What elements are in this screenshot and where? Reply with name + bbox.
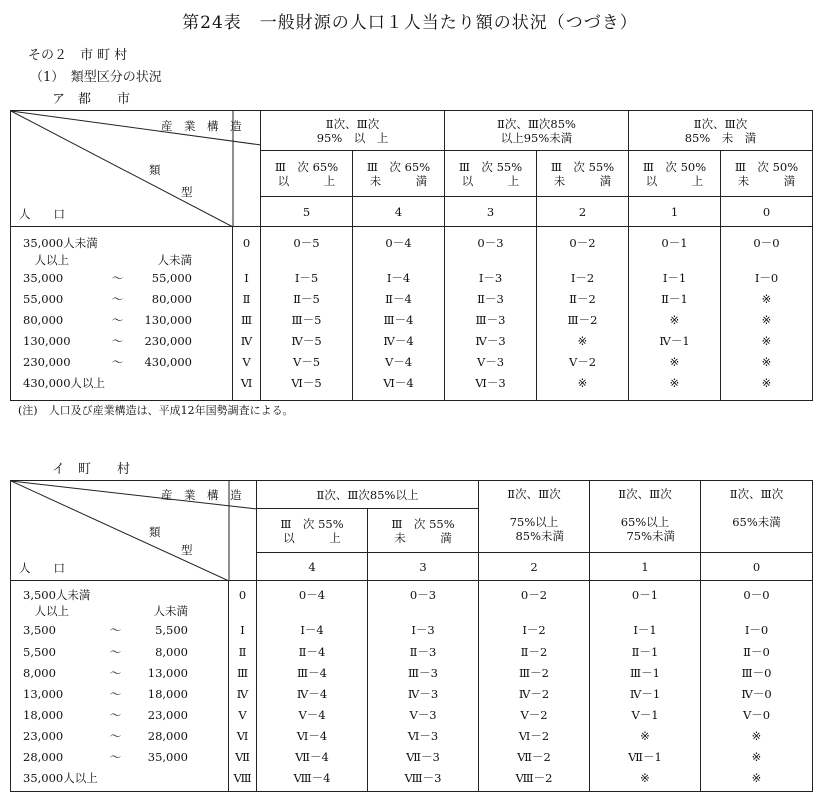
population-range [11, 618, 228, 642]
population-to: 人未満 [157, 253, 192, 267]
type-code-cell: Ⅱ－1 [661, 292, 688, 306]
type-code-cell [445, 253, 536, 267]
population-sep [98, 233, 132, 253]
population-sep: ～ [111, 355, 124, 369]
population-range [11, 747, 228, 768]
type-code-cell: ※ [640, 771, 650, 785]
population-from: 3,500人未満 [23, 588, 91, 602]
type-code-cell: 0－0 [753, 236, 780, 250]
type-roman: Ⅰ [240, 623, 245, 637]
choson-subheader: Ⅲ 次 55% 未 満 [368, 509, 479, 553]
type-code-cell: Ⅴ－3 [409, 708, 437, 722]
type-code-cell: Ⅶ－4 [295, 750, 329, 764]
population-from: 8,000 [23, 666, 56, 680]
type-code-cell: Ⅵ－4 [383, 376, 414, 390]
corner-industry-label: 産 業 構 造 [161, 488, 242, 502]
population-to: 23,000 [147, 708, 188, 722]
toshi-subheader: Ⅲ 次 55% 未 満 [537, 151, 629, 197]
type-code-cell: Ⅰ－4 [300, 623, 324, 637]
type-roman: Ⅲ [240, 313, 253, 327]
population-to: 230,000 [144, 334, 192, 348]
type-code-cell: 0－1 [661, 236, 688, 250]
population-to [132, 233, 232, 253]
population-sep: ～ [111, 334, 124, 348]
toshi-subheader: Ⅲ 次 65% 未 満 [353, 151, 445, 197]
type-code-cell: 0－4 [298, 588, 326, 602]
population-from: 130,000 [23, 334, 71, 348]
type-code-cell: Ⅱ－4 [298, 645, 326, 659]
type-roman: Ⅱ [238, 645, 247, 659]
toshi-col [629, 227, 721, 401]
type-code-cell: Ⅴ－1 [631, 708, 659, 722]
type-code-cell: Ⅱ－0 [743, 645, 770, 659]
toshi-group-header: Ⅱ次、Ⅲ次85% 以上95%未満 [445, 111, 629, 151]
type-code-cell: ※ [751, 750, 762, 764]
population-from: 55,000 [23, 292, 64, 306]
type-code-cell: ※ [751, 729, 762, 743]
type-roman: Ⅲ [236, 666, 249, 680]
choson-corner-cell [11, 481, 257, 581]
type-code-cell: Ⅴ－2 [568, 355, 597, 369]
population-from: 35,000人未満 [23, 236, 98, 250]
type-code-cell: Ⅰ－3 [478, 271, 503, 285]
population-to: 35,000 [147, 750, 188, 764]
type-code-cell: 0－2 [520, 588, 548, 602]
type-code-cell: Ⅲ－3 [475, 313, 506, 327]
toshi-code: 4 [353, 197, 445, 227]
choson-subheader: Ⅲ 次 55% 以 上 [257, 509, 368, 553]
choson-group-header: Ⅱ次、Ⅲ次85%以上 [257, 481, 479, 509]
choson-table [10, 480, 813, 792]
population-range [11, 768, 228, 789]
population-range [11, 705, 228, 726]
type-code-cell: 0－1 [631, 588, 659, 602]
population-sep [90, 586, 128, 604]
population-sep [105, 373, 132, 394]
population-from: 28,000 [23, 750, 64, 764]
choson-code: 2 [479, 553, 590, 581]
type-code-cell [353, 253, 444, 267]
type-roman: Ⅳ [236, 687, 249, 701]
type-code-cell: ※ [761, 334, 772, 348]
type-code-cell [537, 253, 628, 267]
population-to: 8,000 [155, 645, 188, 659]
type-roman: 0 [238, 588, 247, 602]
type-code-cell: 0－5 [293, 236, 320, 250]
type-code-cell: Ⅲ－1 [630, 666, 660, 680]
population-from: 人以上 [23, 253, 69, 267]
type-code-cell: Ⅳ－1 [629, 687, 661, 701]
type-code-cell [701, 604, 812, 618]
type-code-cell: Ⅳ－1 [659, 334, 690, 348]
type-code-cell: Ⅱ－5 [293, 292, 320, 306]
type-code-cell: Ⅴ－4 [384, 355, 413, 369]
type-code-cell: Ⅵ－5 [291, 376, 322, 390]
population-to [128, 768, 228, 789]
population-from: 18,000 [23, 708, 64, 722]
type-code-cell: Ⅲ－0 [741, 666, 772, 680]
toshi-col [353, 227, 445, 401]
choson-col [590, 581, 701, 792]
type-code-cell [261, 253, 352, 267]
choson-group-header: Ⅱ次、Ⅲ次 75%以上 85%未満 [479, 481, 590, 553]
population-sep: ～ [111, 271, 124, 285]
toshi-col [261, 227, 353, 401]
population-from: 35,000人以上 [23, 771, 98, 785]
type-code-cell: Ⅶ－1 [628, 750, 662, 764]
toshi-code: 5 [261, 197, 353, 227]
type-code-cell: ※ [669, 376, 680, 390]
population-range [11, 233, 232, 253]
type-code-cell: Ⅰ－1 [662, 271, 687, 285]
type-code-cell: Ⅴ－4 [298, 708, 326, 722]
type-code-cell: Ⅱ－2 [520, 645, 548, 659]
type-code-cell: ※ [577, 376, 588, 390]
type-code-cell: Ⅷ－4 [293, 771, 331, 785]
population-sep: ～ [111, 292, 124, 306]
type-code-cell: ※ [761, 313, 772, 327]
type-code-cell: Ⅶ－2 [517, 750, 551, 764]
population-from: 230,000 [23, 355, 71, 369]
type-code-cell [479, 604, 589, 618]
population-range [11, 267, 232, 289]
toshi-col [445, 227, 537, 401]
corner-type-label-2: 型 [181, 543, 193, 557]
type-code-cell: Ⅳ－4 [383, 334, 414, 348]
type-roman: 0 [242, 236, 251, 250]
population-from: 430,000人以上 [23, 376, 106, 390]
population-sep [103, 253, 132, 267]
type-roman: Ⅵ [236, 729, 249, 743]
population-to: 人未満 [153, 604, 188, 618]
choson-group-header: Ⅱ次、Ⅲ次 65%未満 [701, 481, 813, 553]
toshi-table [10, 110, 813, 401]
choson-code: 3 [368, 553, 479, 581]
type-code-cell [629, 253, 720, 267]
type-roman: Ⅱ [242, 292, 251, 306]
choson-group-header: Ⅱ次、Ⅲ次 65%以上 75%未満 [590, 481, 701, 553]
type-code-cell: Ⅰ－5 [294, 271, 319, 285]
population-to [128, 586, 228, 604]
population-from: 23,000 [23, 729, 64, 743]
type-code-cell [590, 604, 700, 618]
toshi-col [537, 227, 629, 401]
population-range [11, 726, 228, 747]
population-to: 18,000 [147, 687, 188, 701]
toshi-roman-column [233, 227, 261, 401]
type-code-cell: Ⅴ－5 [292, 355, 321, 369]
footnote: (注) 人口及び産業構造は、平成12年国勢調査による。 [18, 404, 294, 417]
toshi-col [721, 227, 813, 401]
type-code-cell: ※ [577, 334, 588, 348]
type-code-cell: Ⅳ－3 [407, 687, 439, 701]
choson-pop-column [11, 581, 229, 792]
type-code-cell: 0－0 [743, 588, 770, 602]
toshi-code: 2 [537, 197, 629, 227]
type-code-cell: Ⅰ－1 [633, 623, 657, 637]
type-code-cell: Ⅱ－1 [631, 645, 659, 659]
type-code-cell: Ⅵ－4 [296, 729, 328, 743]
population-to: 55,000 [151, 271, 192, 285]
toshi-code: 0 [721, 197, 813, 227]
population-range [11, 310, 232, 331]
type-code-cell: Ⅰ－3 [411, 623, 435, 637]
type-code-cell: Ⅵ－3 [475, 376, 506, 390]
population-from: 13,000 [23, 687, 64, 701]
population-range [11, 604, 228, 618]
corner-type-label-1: 類 [149, 525, 161, 539]
type-code-cell: 0－3 [409, 588, 437, 602]
choson-code: 4 [257, 553, 368, 581]
population-range [11, 663, 228, 684]
type-code-cell: Ⅱ－3 [409, 645, 437, 659]
population-to: 430,000 [144, 355, 192, 369]
type-code-cell [368, 604, 478, 618]
corner-type-label-1: 類 [149, 163, 161, 177]
type-roman: Ⅴ [238, 708, 247, 722]
toshi-group-header: Ⅱ次、Ⅲ次 85% 未 満 [629, 111, 813, 151]
population-sep: ～ [109, 729, 122, 743]
population-sep: ～ [109, 708, 122, 722]
population-from: 80,000 [23, 313, 64, 327]
type-code-cell: Ⅲ－5 [291, 313, 322, 327]
population-range [11, 253, 232, 267]
population-to: 130,000 [144, 313, 192, 327]
population-to: 13,000 [147, 666, 188, 680]
type-roman [233, 253, 260, 267]
type-code-cell: Ⅷ－2 [515, 771, 553, 785]
toshi-subheader: Ⅲ 次 65% 以 上 [261, 151, 353, 197]
corner-type-label-2: 型 [181, 185, 193, 199]
population-range [11, 586, 228, 604]
type-code-cell: Ⅵ－3 [407, 729, 439, 743]
type-code-cell: Ⅵ－2 [518, 729, 550, 743]
corner-population-label: 人 口 [19, 561, 65, 575]
type-code-cell: 0－4 [385, 236, 412, 250]
choson-heading: イ 町 村 [52, 462, 131, 477]
toshi-subheader: Ⅲ 次 50% 以 上 [629, 151, 721, 197]
type-code-cell: Ⅳ－2 [518, 687, 550, 701]
choson-code: 1 [590, 553, 701, 581]
type-code-cell: ※ [669, 313, 680, 327]
population-to [132, 373, 232, 394]
page-title: 第24表 一般財源の人口１人当たり額の状況（つづき） [182, 13, 638, 33]
population-to: 28,000 [147, 729, 188, 743]
type-roman: Ⅷ [233, 771, 252, 785]
choson-roman-column [229, 581, 257, 792]
population-sep: ～ [109, 750, 122, 764]
corner-population-label: 人 口 [19, 207, 65, 221]
type-code-cell: Ⅳ－4 [296, 687, 328, 701]
type-roman: Ⅰ [244, 271, 249, 285]
type-code-cell: 0－2 [569, 236, 596, 250]
type-code-cell: ※ [761, 376, 772, 390]
type-code-cell [721, 253, 812, 267]
type-code-cell: ※ [761, 292, 772, 306]
population-sep: ～ [109, 645, 122, 659]
toshi-subheader: Ⅲ 次 55% 以 上 [445, 151, 537, 197]
type-code-cell: Ⅱ－4 [385, 292, 412, 306]
type-code-cell: Ⅲ－4 [383, 313, 414, 327]
type-code-cell: ※ [761, 355, 772, 369]
choson-col [479, 581, 590, 792]
type-roman: Ⅴ [242, 355, 251, 369]
population-sep: ～ [109, 623, 122, 637]
type-code-cell: Ⅶ－3 [406, 750, 440, 764]
section-label: その２ 市 町 村 [28, 48, 128, 63]
type-code-cell: Ⅴ－3 [476, 355, 505, 369]
toshi-heading: ア 都 市 [52, 92, 131, 107]
population-range [11, 289, 232, 310]
type-code-cell: Ⅰ－2 [522, 623, 546, 637]
type-roman: Ⅳ [240, 334, 253, 348]
type-code-cell: ※ [751, 771, 762, 785]
type-code-cell: Ⅳ－0 [741, 687, 772, 701]
population-range [11, 352, 232, 373]
choson-col [701, 581, 813, 792]
toshi-subheader: Ⅲ 次 50% 未 満 [721, 151, 813, 197]
population-from: 35,000 [23, 271, 64, 285]
type-code-cell: Ⅲ－2 [519, 666, 549, 680]
type-code-cell: Ⅲ－3 [408, 666, 438, 680]
population-sep: ～ [109, 666, 122, 680]
choson-col [257, 581, 368, 792]
corner-industry-label: 産 業 構 造 [161, 119, 242, 133]
population-sep [103, 604, 128, 618]
type-code-cell: Ⅳ－3 [475, 334, 506, 348]
population-range [11, 684, 228, 705]
type-code-cell: ※ [669, 355, 680, 369]
type-code-cell: Ⅴ－2 [520, 708, 548, 722]
type-code-cell: Ⅲ－4 [297, 666, 327, 680]
population-to: 80,000 [151, 292, 192, 306]
population-range [11, 373, 232, 394]
choson-code: 0 [701, 553, 813, 581]
type-roman: Ⅵ [240, 376, 253, 390]
type-code-cell: Ⅷ－3 [404, 771, 442, 785]
toshi-pop-column [11, 227, 233, 401]
population-from: 人以上 [23, 604, 69, 618]
type-code-cell: 0－3 [477, 236, 504, 250]
toshi-code: 3 [445, 197, 537, 227]
population-sep: ～ [111, 313, 124, 327]
population-sep [98, 768, 128, 789]
toshi-code: 1 [629, 197, 721, 227]
type-roman: Ⅶ [235, 750, 250, 764]
type-code-cell: Ⅴ－0 [742, 708, 771, 722]
population-from: 3,500 [23, 623, 56, 637]
type-code-cell: Ⅱ－2 [569, 292, 596, 306]
type-roman [229, 604, 256, 618]
population-range [11, 642, 228, 663]
type-code-cell: Ⅰ－0 [754, 271, 779, 285]
type-code-cell: Ⅱ－3 [477, 292, 504, 306]
type-code-cell: Ⅲ－2 [567, 313, 598, 327]
type-code-cell: Ⅰ－2 [570, 271, 595, 285]
type-code-cell: Ⅰ－4 [386, 271, 411, 285]
toshi-group-header: Ⅱ次、Ⅲ次 95% 以 上 [261, 111, 445, 151]
toshi-corner-cell [11, 111, 261, 227]
type-code-cell [257, 604, 367, 618]
population-sep: ～ [109, 687, 122, 701]
type-code-cell: ※ [640, 729, 650, 743]
section-sub: （1） 類型区分の状況 [30, 70, 162, 85]
choson-col [368, 581, 479, 792]
population-to: 5,500 [155, 623, 188, 637]
population-from: 5,500 [23, 645, 56, 659]
type-code-cell: Ⅰ－0 [744, 623, 769, 637]
population-range [11, 331, 232, 352]
type-code-cell: Ⅳ－5 [291, 334, 322, 348]
